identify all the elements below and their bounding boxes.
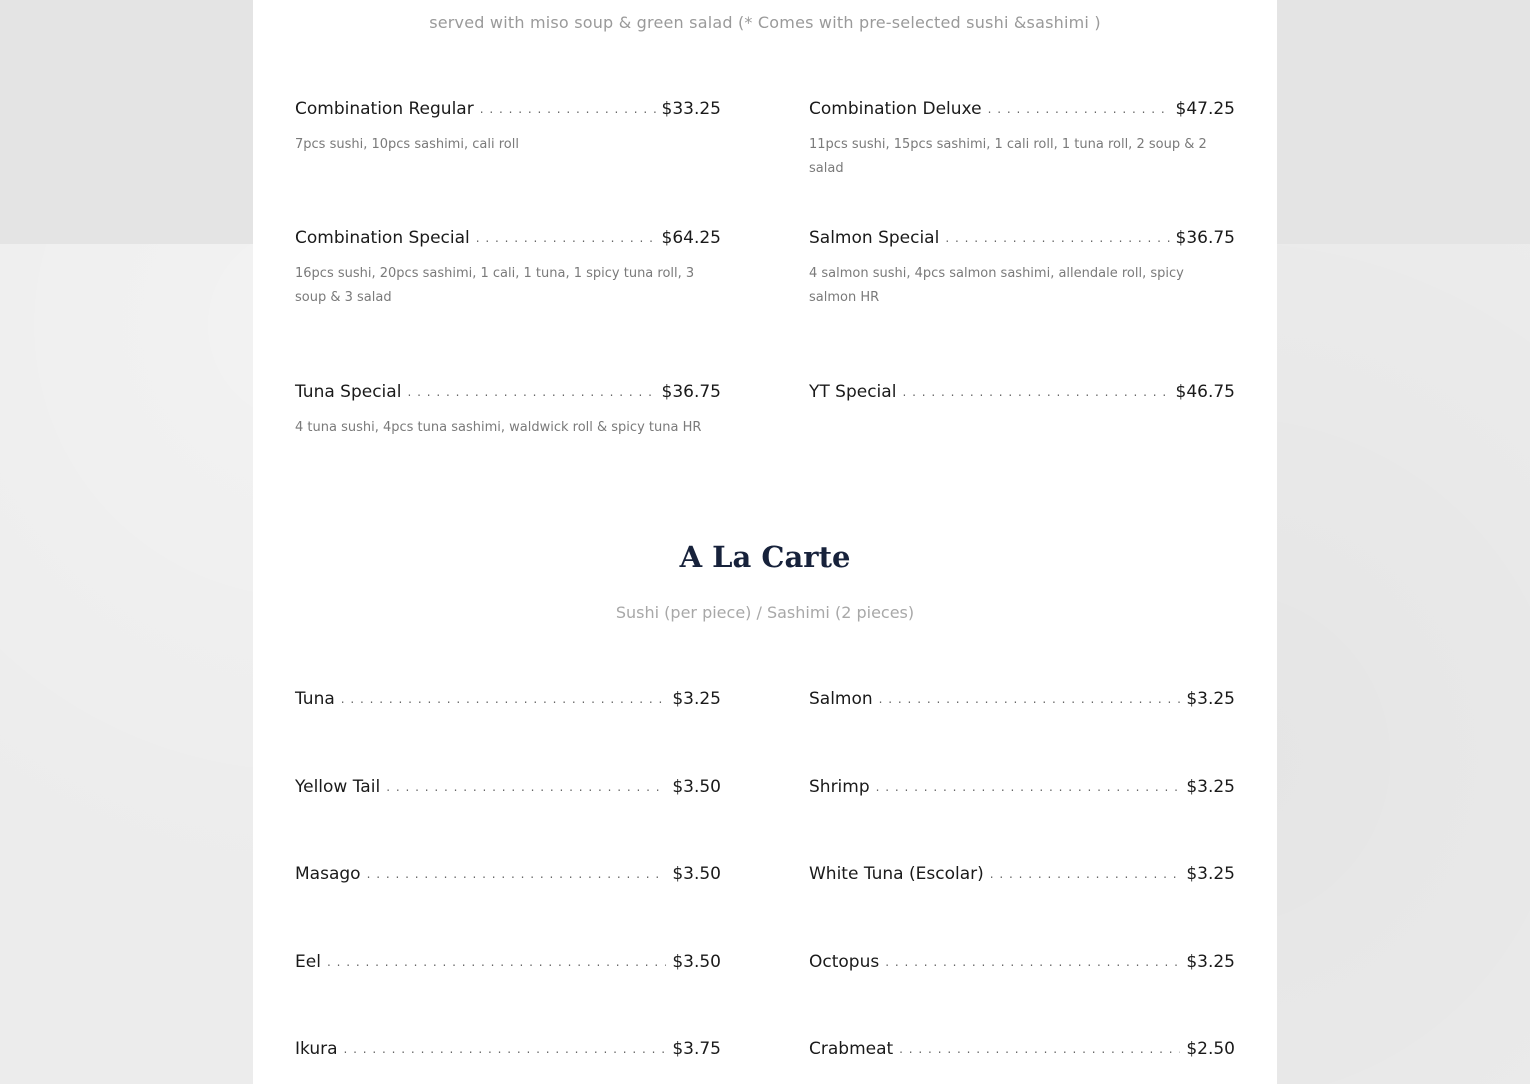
dot-leader (945, 227, 1169, 249)
item-price: $33.25 (661, 99, 721, 119)
item-price: $36.75 (661, 382, 721, 402)
dot-leader (327, 951, 666, 973)
menu-item (809, 1038, 1235, 1061)
item-price: $3.25 (1186, 689, 1235, 709)
section-title: A La Carte (679, 540, 851, 574)
menu-item (295, 227, 721, 310)
menu-item (809, 951, 1235, 974)
dot-leader (407, 381, 655, 403)
item-name: YT Special (809, 382, 897, 402)
item-name: Combination Special (295, 228, 470, 248)
item-price: $2.50 (1186, 1039, 1235, 1059)
item-price: $3.25 (1186, 777, 1235, 797)
item-name: Tuna (295, 689, 335, 709)
menu-item (295, 951, 721, 974)
item-name: Salmon Special (809, 228, 940, 248)
item-name: Ikura (295, 1039, 338, 1059)
combo-intro: served with miso soup & green salad (* Comes with pre-selected sushi &sashimi ) (429, 13, 1101, 32)
menu-item (295, 776, 721, 799)
item-price: $3.50 (672, 864, 721, 884)
item-price: $3.25 (672, 689, 721, 709)
item-price: $47.25 (1175, 99, 1235, 119)
item-name: Eel (295, 952, 321, 972)
item-price: $3.75 (672, 1039, 721, 1059)
dot-leader (899, 1038, 1180, 1060)
item-name: Octopus (809, 952, 880, 972)
dot-leader (480, 98, 656, 120)
item-name: Shrimp (809, 777, 870, 797)
dot-leader (990, 863, 1181, 885)
dot-leader (876, 776, 1181, 798)
item-description: 4 salmon sushi, 4pcs salmon sashimi, allendale roll, spicy salmon HR (809, 266, 1184, 305)
menu-item (809, 863, 1235, 886)
item-description: 4 tuna sushi, 4pcs tuna sashimi, waldwick roll & spicy tuna HR (295, 420, 702, 435)
item-name: Tuna Special (295, 382, 402, 402)
menu-item (295, 381, 721, 440)
dot-leader (367, 863, 667, 885)
dot-leader (902, 381, 1169, 403)
dot-leader (344, 1038, 667, 1060)
item-name: White Tuna (Escolar) (809, 864, 984, 884)
dot-leader (879, 688, 1181, 710)
menu-item (809, 227, 1235, 310)
item-price: $3.25 (1186, 864, 1235, 884)
menu-item (295, 863, 721, 886)
menu-item (809, 98, 1235, 181)
menu-item (295, 1038, 721, 1061)
section-subtitle: Sushi (per piece) / Sashimi (2 pieces) (615, 603, 915, 622)
item-description: 7pcs sushi, 10pcs sashimi, cali roll (295, 137, 519, 152)
item-price: $3.25 (1186, 952, 1235, 972)
item-price: $36.75 (1175, 228, 1235, 248)
menu-item (809, 776, 1235, 799)
menu-item (295, 688, 721, 711)
menu-item (809, 381, 1235, 404)
item-price: $3.50 (672, 952, 721, 972)
menu-item (295, 98, 721, 157)
item-price: $46.75 (1175, 382, 1235, 402)
item-name: Combination Regular (295, 99, 474, 119)
item-description: 11pcs sushi, 15pcs sashimi, 1 cali roll, 1 tuna roll, 2 soup & 2 salad (809, 137, 1207, 176)
dot-leader (341, 688, 667, 710)
item-name: Salmon (809, 689, 873, 709)
item-name: Yellow Tail (295, 777, 381, 797)
item-price: $3.50 (672, 777, 721, 797)
dot-leader (476, 227, 656, 249)
menu-item (809, 688, 1235, 711)
item-name: Combination Deluxe (809, 99, 982, 119)
item-name: Crabmeat (809, 1039, 894, 1059)
dot-leader (885, 951, 1180, 973)
dot-leader (386, 776, 666, 798)
dot-leader (988, 98, 1170, 120)
item-price: $64.25 (661, 228, 721, 248)
item-description: 16pcs sushi, 20pcs sashimi, 1 cali, 1 tuna, 1 spicy tuna roll, 3 soup & 3 salad (295, 266, 695, 305)
menu-page (253, 0, 1277, 1084)
item-name: Masago (295, 864, 361, 884)
